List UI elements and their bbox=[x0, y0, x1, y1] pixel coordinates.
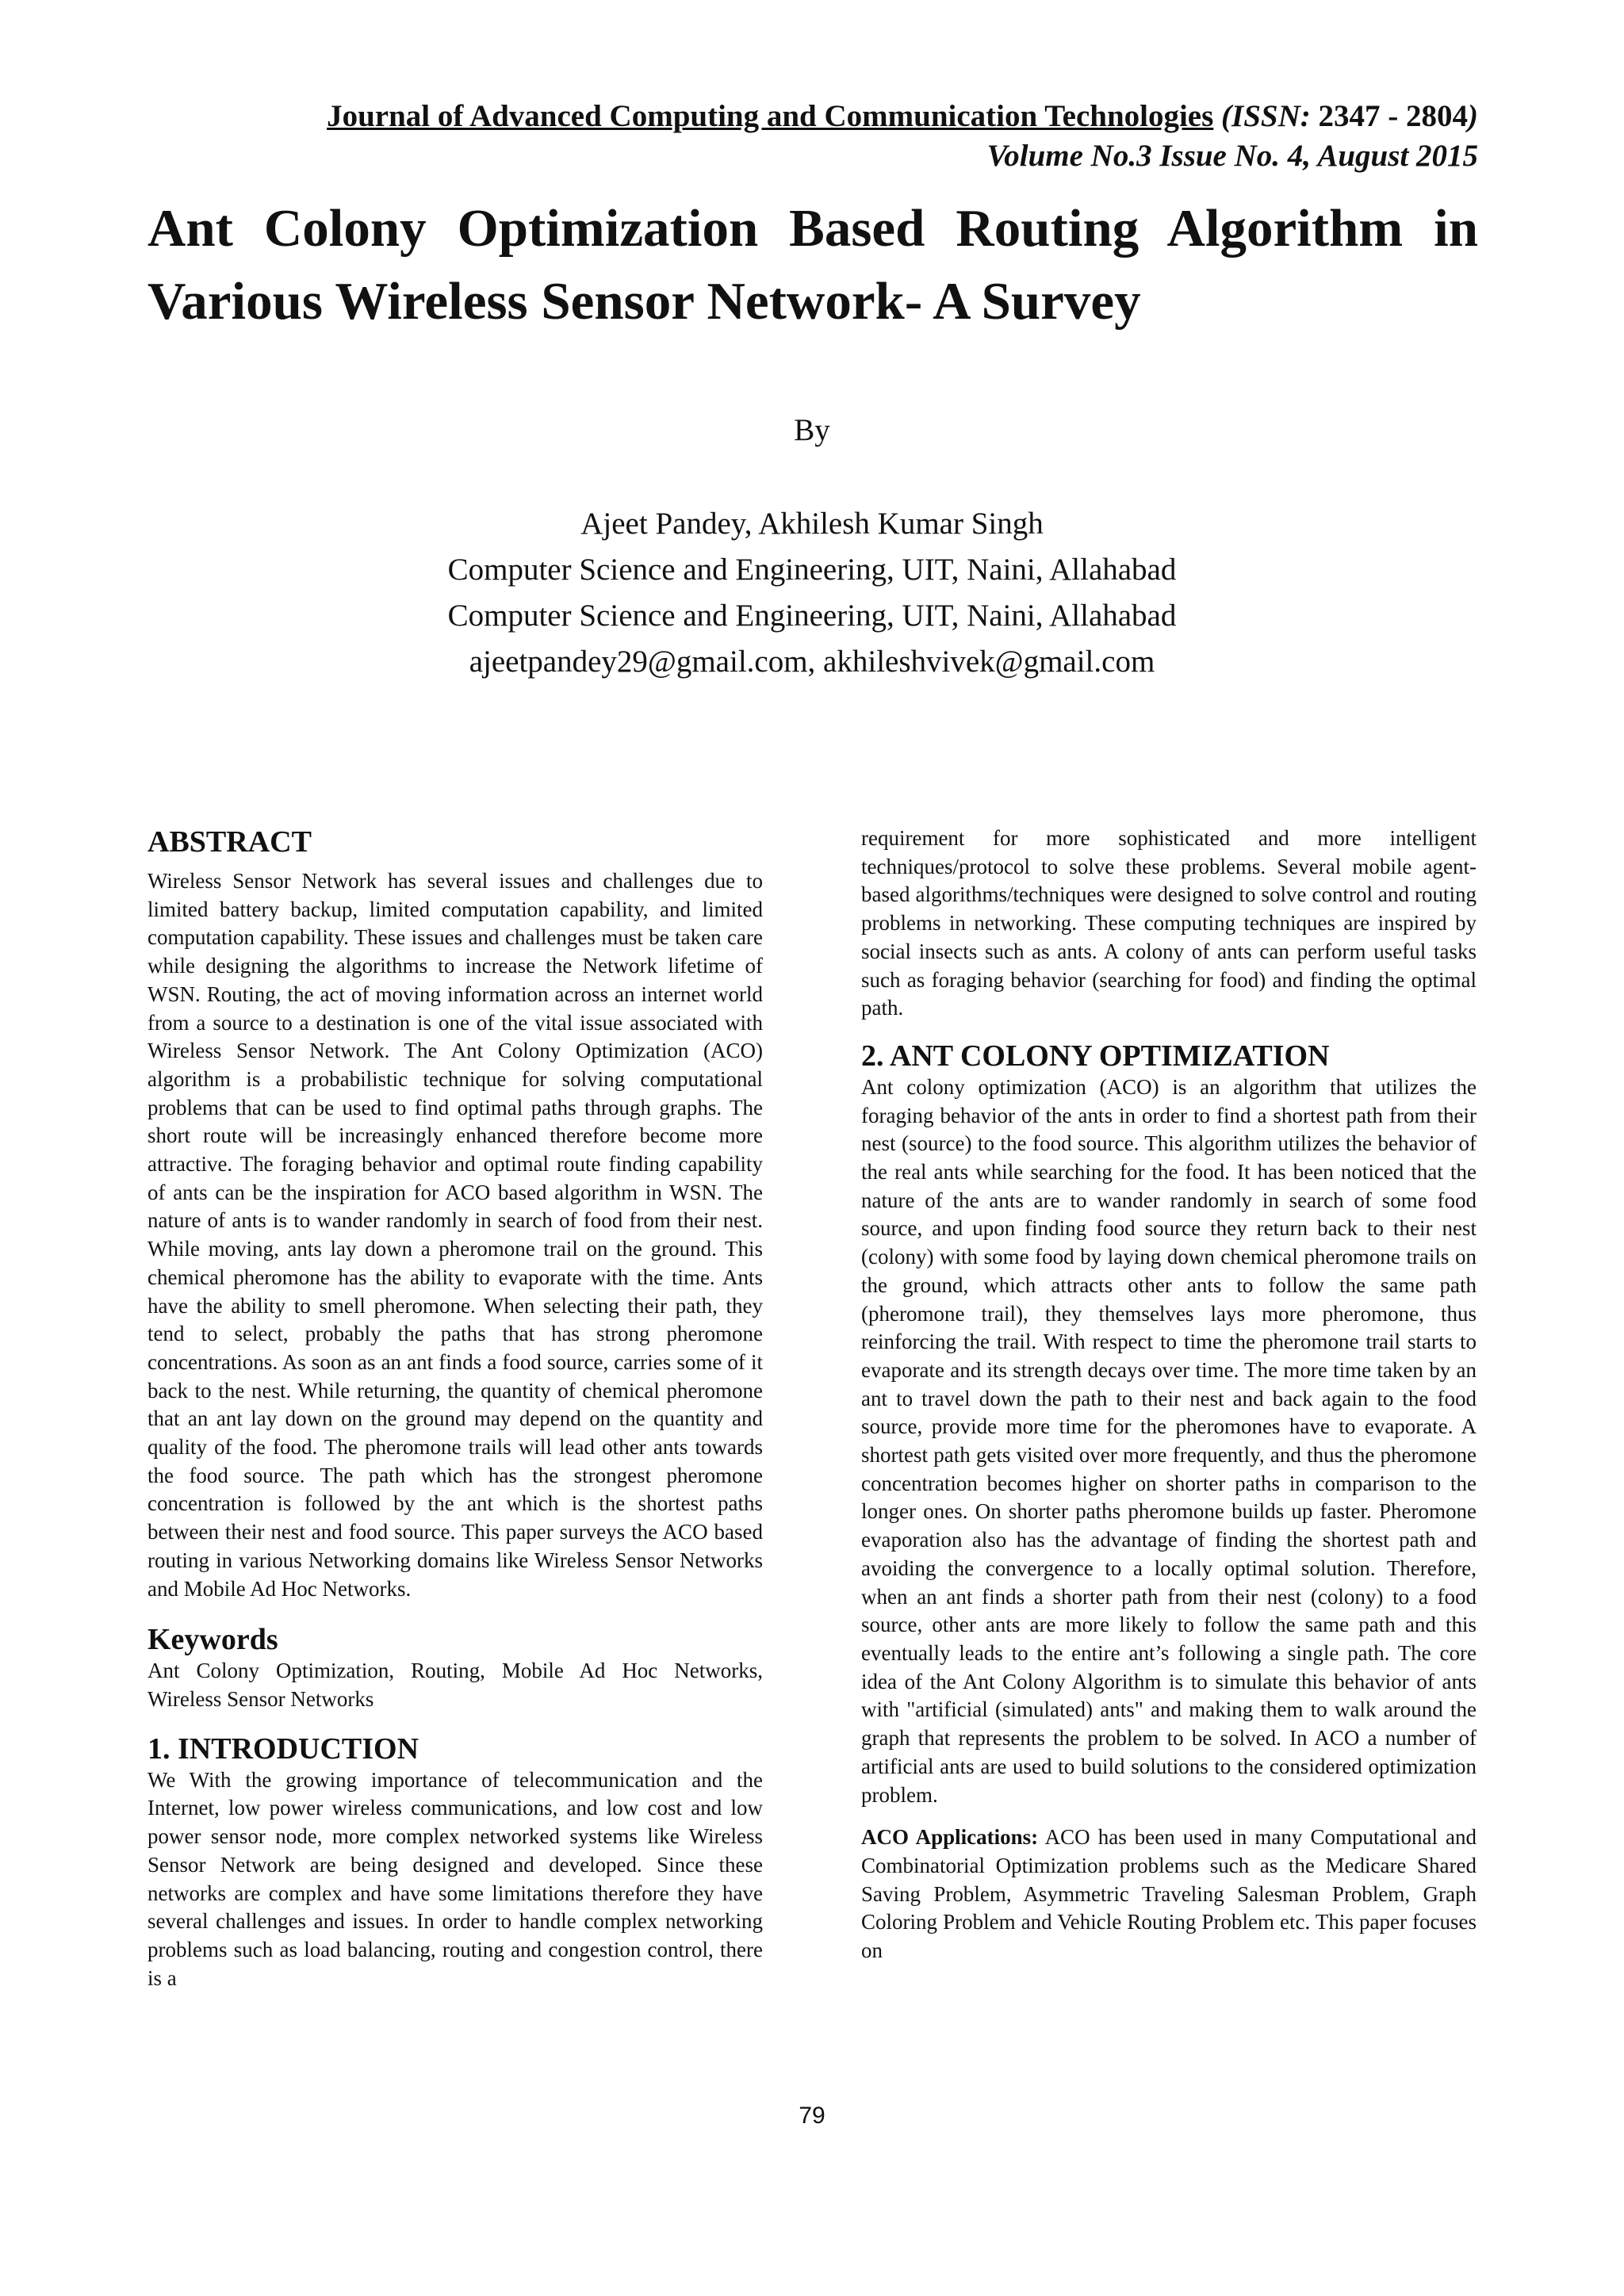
abstract-heading: ABSTRACT bbox=[147, 825, 312, 859]
journal-volume: Volume No.3 Issue No. 4, August 2015 bbox=[986, 139, 1478, 173]
by-label: By bbox=[794, 413, 830, 447]
author-names: Ajeet Pandey, Akhilesh Kumar Singh bbox=[580, 507, 1044, 541]
issn-label: (ISSN: bbox=[1221, 99, 1311, 133]
aco-heading: 2. ANT COLONY OPTIMIZATION bbox=[861, 1039, 1330, 1073]
issn-close: ) bbox=[1468, 99, 1478, 133]
keywords-text: Ant Colony Optimization, Routing, Mobile Ad Hoc Networks, Wireless Sensor Networks bbox=[147, 1659, 763, 1711]
right-column bbox=[861, 825, 1477, 1965]
left-column bbox=[147, 825, 763, 1992]
author-affiliation-2: Computer Science and Engineering, UIT, Naini, Allahabad bbox=[447, 599, 1177, 633]
journal-header-line1 bbox=[130, 97, 1478, 136]
journal-name: Journal of Advanced Computing and Communication Technologies bbox=[327, 99, 1214, 133]
author-affiliation-1: Computer Science and Engineering, UIT, Naini, Allahabad bbox=[447, 553, 1177, 587]
paper-title-line2: Various Wireless Sensor Network- A Survey bbox=[147, 272, 1141, 331]
aco-applications-lead: ACO Applications: bbox=[861, 1825, 1039, 1850]
introduction-text: We With the growing importance of telecommunication and the Internet, low power wireless communications, and low cost and low power sensor node, more complex networked systems like Wireless Sensor Network are being designed and developed. Since these networks are complex and have some limitations therefore they have several challenges and issues. In order to handle complex networking problems such as load balancing, routing and congestion control, there is a bbox=[147, 1767, 763, 1990]
author-block bbox=[0, 501, 1624, 685]
page-number: 79 bbox=[799, 2103, 825, 2129]
aco-applications-text: ACO has been used in many Computational and Combinatorial Optimization problems such as the Medicare Shared Saving Problem, Asymmetric Traveling Salesman Problem, Graph Coloring Problem and Vehicle Routing Problem etc. This paper focuses on bbox=[861, 1825, 1477, 1963]
aco-applications-paragraph bbox=[861, 1823, 1477, 1965]
journal-header bbox=[130, 97, 1478, 176]
introduction-heading: 1. INTRODUCTION bbox=[147, 1732, 419, 1766]
abstract-text: Wireless Sensor Network has several issues and challenges due to limited battery backup, limited computation capability, and limited computation capability. These issues and challenges must be taken care while designing the algorithms to increase the Network lifetime of WSN. Routing, the act of moving information across an internet world from a source to a destination is one of the vital issue associated with Wireless Sensor Network. The Ant Colony Optimization (ACO) algorithm is a probabilistic technique for solving computational problems that can be used to find optimal paths through graphs. The short route will be increasingly enhanced therefore become more attractive. The foraging behavior and optimal route finding capability of ants can be the inspiration for ACO based algorithm in WSN. The nature of ants is to wander randomly in search of food from their nest. While moving, ants lay down a pheromone trail on the ground. This chemical pheromone has the ability to evaporate with the time. Ants have the ability to smell pheromone. When selecting their path, they tend to select, probably the paths that has strong pheromone concentrations. As soon as an ant finds a food source, carries some of it back to the nest. While returning, the quantity of chemical pheromone that an ant lay down on the ground may depend on the quantity and quality of the food. The pheromone trails will lead other ants towards the food source. The path which has the strongest pheromone concentration is followed by the ant which is the shortest paths between their nest and food source. This paper surveys the ACO based routing in various Networking domains like Wireless Sensor Networks and Mobile Ad Hoc Networks. bbox=[147, 869, 763, 1601]
paper-title-line1: Ant Colony Optimization Based Routing Algorithm in bbox=[147, 199, 1478, 258]
paper-title bbox=[147, 192, 1478, 338]
introduction-continuation: requirement for more sophisticated and more intelligent techniques/protocol to solve these problems. Several mobile agent-based algorithms/techniques were designed to solve control and routing problems in networking. These computing techniques are inspired by social insects such as ants. A colony of ants can perform useful tasks such as foraging behavior (searching for food) and finding the optimal path. bbox=[861, 826, 1477, 1020]
author-emails: ajeetpandey29@gmail.com, akhileshvivek@gmail.com bbox=[469, 645, 1155, 679]
journal-issn bbox=[1221, 99, 1478, 133]
keywords-heading: Keywords bbox=[147, 1623, 278, 1657]
issn-number: 2347 - 2804 bbox=[1310, 99, 1468, 133]
aco-text: Ant colony optimization (ACO) is an algorithm that utilizes the foraging behavior of the ants in order to find a shortest path from their nest (source) to the food source. This algorithm utilizes the behavior of the real ants while searching for the food. It has been noticed that the nature of the ants are to wander randomly in search of some food source, and upon finding food source they return back to their nest (colony) with some food by laying down chemical pheromone trails on the ground, which attracts other ants to follow the same path (pheromone trail), they themselves lays more pheromone, thus reinforcing the trail. With respect to time the pheromone trail starts to evaporate and its strength decays over time. The more time taken by an ant to travel down the path to their nest and back again to the food source, provide more time for the pheromones have to evaporate. A shortest path gets visited over more frequently, and thus the pheromone concentration becomes higher on shorter paths in comparison to the longer ones. On shorter paths pheromone builds up faster. Pheromone evaporation also has the advantage of finding the shortest path and avoiding the convergence to a locally optimal solution. Therefore, when an ant finds a shorter path from their nest (colony) to a food source, other ants are more likely to follow the same path and this eventually leads to the entire ant’s following a single path. The core idea of the Ant Colony Algorithm is to simulate this behavior of ants with "artificial (simulated) ants" and making them to walk around the graph that represents the problem to be solved. In ACO a number of artificial ants are used to build solutions to the considered optimization problem. bbox=[861, 1074, 1477, 1807]
